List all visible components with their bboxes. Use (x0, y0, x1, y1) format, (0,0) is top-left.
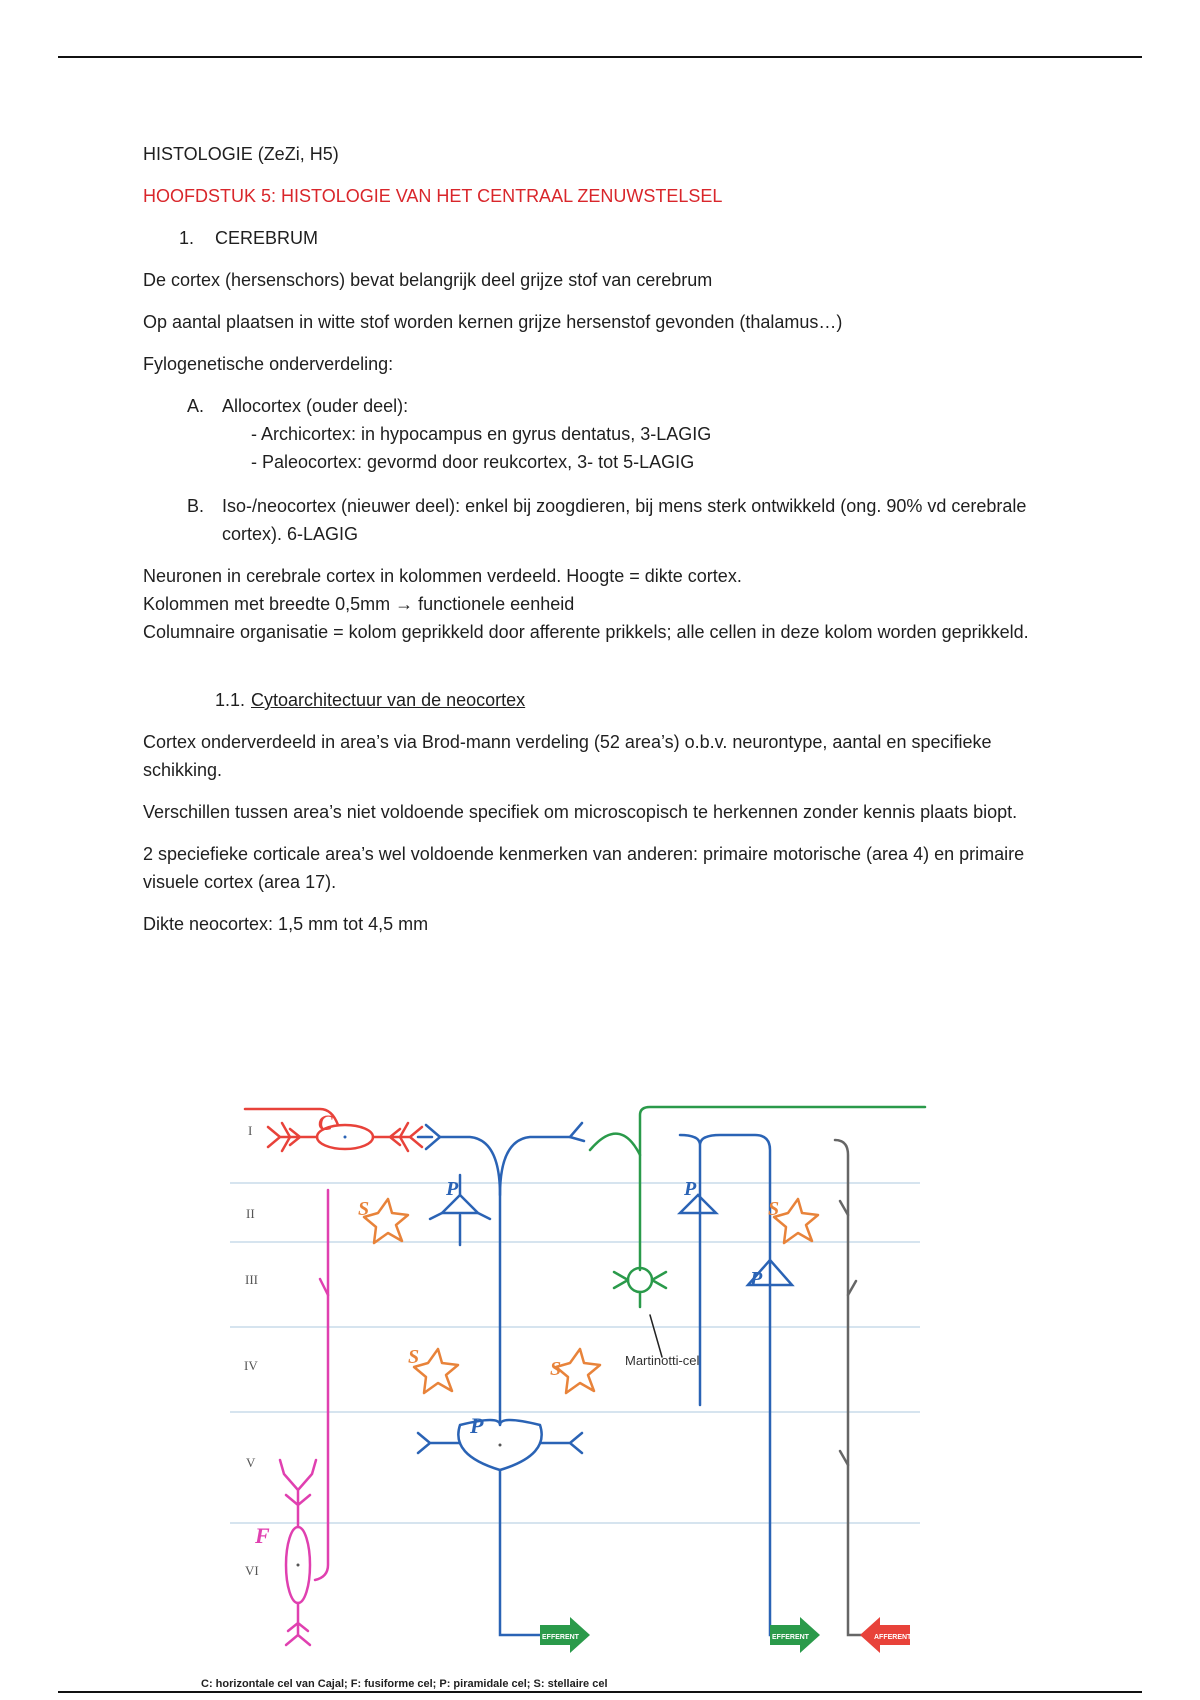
cajal-nucleus (344, 1136, 347, 1139)
fusiform-dendrites-bottom (286, 1603, 310, 1645)
pyramidal-apical-right (500, 1137, 570, 1195)
paragraph: Cortex onderverdeeld in area’s via Brod-mann verdeling (52 area’s) o.b.v. neurontype, aantal en specifieke schikking. (143, 732, 992, 780)
stellate-cell-2 (414, 1349, 458, 1393)
neocortex-diagram (210, 1095, 960, 1655)
fusiform-axon (315, 1190, 328, 1580)
stellate-label-2: S (408, 1346, 420, 1368)
list-text: Iso-/neocortex (nieuwer deel): enkel bij zoogdieren, bij mens sterk ontwikkeld (ong. 90% vd cerebrale cortex). 6-LAGIG (222, 496, 1027, 544)
sub-item-archicortex: - Archicortex: in hypocampus en gyrus dentatus, 3-LAGIG (251, 424, 712, 444)
cajal-label: C (318, 1110, 333, 1135)
stellate-label-1: S (358, 1198, 370, 1220)
paragraph: De cortex (hersenschors) bevat belangrijk deel grijze stof van cerebrum (143, 270, 713, 290)
efferent-arrow-2-label: EFFERENT (772, 1634, 809, 1641)
subsection-title: Cytoarchitectuur van de neocortex (251, 690, 526, 710)
neocortex-layers-figure (210, 1095, 960, 1655)
stellate-label-4: S (768, 1198, 780, 1220)
document-title: HISTOLOGIE (ZeZi, H5) (143, 144, 339, 164)
stellate-cells (358, 1198, 818, 1393)
subsection-number: 1.1. (215, 690, 246, 710)
list-letter: B. (187, 496, 205, 516)
list-text: Allocortex (ouder deel): (222, 396, 409, 416)
stellate-cell-4 (774, 1199, 818, 1243)
layer-label-6: VI (245, 1563, 259, 1578)
pyramidal-basal-dendrites (418, 1433, 582, 1453)
cajal-cell (245, 1109, 422, 1151)
afferent-arrow-label: AFFERENT (874, 1634, 912, 1641)
pyramidal-label-4: P (684, 1178, 697, 1200)
column-paragraph (143, 562, 1073, 646)
document-body (143, 140, 1073, 952)
layer-label-1: I (248, 1123, 253, 1138)
layer-label-5: V (246, 1455, 256, 1470)
martinotti-soma (628, 1268, 652, 1292)
list-letter: A. (187, 396, 205, 416)
martinotti-annotation: Martinotti-cel (625, 1353, 700, 1368)
stellate-cell-3 (556, 1349, 600, 1393)
cajal-dendrites-left (268, 1123, 317, 1151)
afferent-fiber-path (835, 1140, 890, 1635)
fusiform-label: F (255, 1523, 270, 1548)
sub-item-paleocortex: - Paleocortex: gevormd door reukcortex, 3- tot 5-LAGIG (251, 452, 695, 472)
martinotti-arbor (590, 1134, 640, 1155)
top-rule (58, 56, 1142, 58)
afferent-fiber (835, 1140, 890, 1635)
layer-lines (230, 1183, 920, 1523)
fusiform-dendrites-top (280, 1460, 316, 1527)
layer-label-4: IV (244, 1358, 258, 1373)
fusiform-cell (254, 1190, 328, 1645)
pyramidal-axon (500, 1470, 540, 1635)
stellate-label-3: S (550, 1358, 562, 1380)
martinotti-pointer (650, 1315, 662, 1357)
layer-label-3: III (245, 1272, 258, 1287)
pyramidal-label-1: P (470, 1413, 484, 1438)
text-line: Neuronen in cerebrale cortex in kolommen verdeeld. Hoogte = dikte cortex. (143, 566, 742, 586)
text-line: Kolommen met breedte 0,5mm → functionele eenheid (143, 594, 575, 614)
paragraph: 2 speciefieke corticale area’s wel voldoende kenmerken van anderen: primaire motorische (area 4) en primaire visuele cortex (area 17). (143, 844, 1025, 892)
pyramidal-cell-small-left (430, 1175, 490, 1245)
cajal-dendrites-right (373, 1123, 422, 1151)
pyramidal-label-3: P (750, 1268, 763, 1290)
section-title: CEREBRUM (215, 228, 319, 248)
martinotti-dendrites (614, 1272, 666, 1307)
bottom-rule (58, 1691, 1142, 1693)
stellate-cell-1 (364, 1199, 408, 1243)
chapter-title: HOOFDSTUK 5: HISTOLOGIE VAN HET CENTRAAL ZENUWSTELSEL (143, 186, 723, 206)
layer-labels (244, 1123, 259, 1578)
pyramidal-small-dendrites (430, 1175, 490, 1245)
paragraph: Verschillen tussen area’s niet voldoende specifiek om microscopisch te herkennen zonder kennis plaats biopt. (143, 802, 1018, 822)
martinotti-axon (640, 1107, 925, 1270)
fusiform-nucleus (297, 1564, 300, 1567)
section-number: 1. (179, 228, 195, 248)
paragraph: Op aantal plaatsen in witte stof worden kernen grijze hersenstof gevonden (thalamus…) (143, 312, 843, 332)
pyramidal-label-2: P (446, 1178, 459, 1200)
paragraph: Dikte neocortex: 1,5 mm tot 4,5 mm (143, 914, 429, 934)
pyramidal-nucleus (499, 1444, 502, 1447)
figure-caption: C: horizontale cel van Cajal; F: fusiforme cel; P: piramidale cel; S: stellaire cel (201, 1678, 608, 1690)
efferent-arrow-1-label: EFFERENT (542, 1634, 579, 1641)
layer-label-2: II (246, 1206, 255, 1221)
subsection-heading (215, 686, 1073, 714)
paragraph: Fylogenetische onderverdeling: (143, 354, 394, 374)
martinotti-cell (590, 1107, 925, 1368)
section-heading-cerebrum (143, 224, 1073, 252)
list-item-neocortex (143, 492, 1073, 548)
text-line: Columnaire organisatie = kolom geprikkeld door afferente prikkels; alle cellen in deze kolom worden geprikkeld. (143, 622, 1029, 642)
list-item-allocortex (143, 392, 1073, 420)
